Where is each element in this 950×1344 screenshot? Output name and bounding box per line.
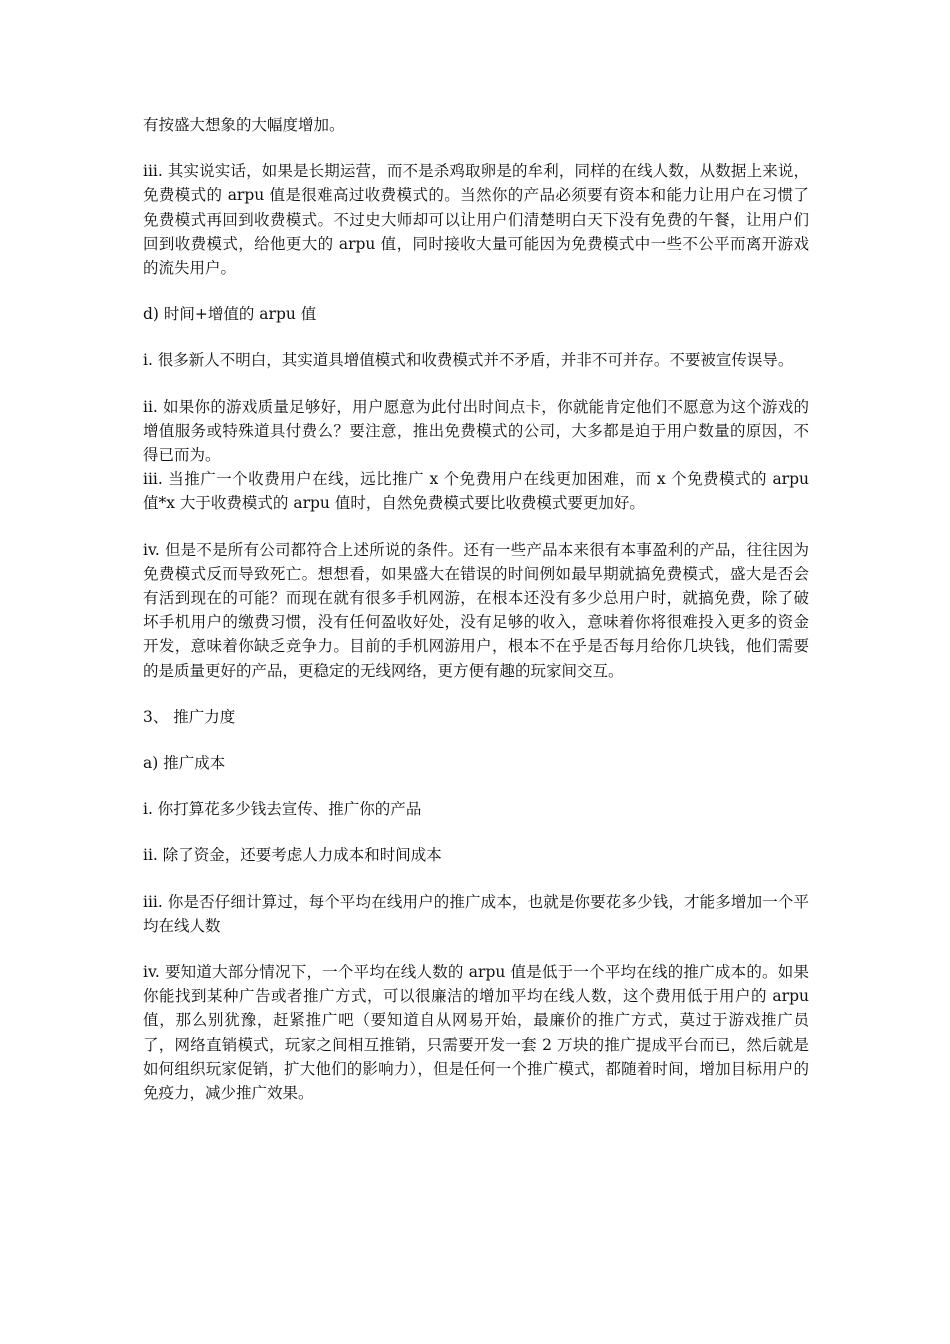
- heading-a-promotion-cost: a) 推广成本: [143, 754, 226, 773]
- paragraph-ii-game-quality: ii. 如果你的游戏质量足够好，用户愿意为此付出时间点卡，你就能肯定他们不愿意为这个游戏的增值服务或特殊道具付费么？要注意，推出免费模式的公司，大多都是迫于用户数量的原因，不得已而为。: [143, 397, 809, 465]
- paragraph-iii-promote-paid-user: iii. 当推广一个收费用户在线，远比推广 x 个免费用户在线更加困难，而 x 个免费模式的 arpu 值*x 大于收费模式的 arpu 值时，自然免费模式要比收费模式要更加好。: [143, 470, 809, 513]
- paragraph-iv-arpu-vs-cost: iv. 要知道大部分情况下，一个平均在线人数的 arpu 值是低于一个平均在线的推广成本的。如果你能找到某种广告或者推广方式，可以很廉洁的增加平均在线人数，这个费用低于用户的 arpu 值，那么别犹豫，赶紧推广吧（要知道自从网易开始，最廉价的推广方式，莫过于游戏推广员了，网络直销模式，玩家之间相互推销，只需要开发一套 2 万块的推广提成平台而已，然后就是如何组织玩家促销，扩大他们的影响力），但是任何一个推广模式，都随着时间，增加目标用户的免疫力，减少推广效果。: [143, 963, 809, 1103]
- paragraph-iii-long-term: iii. 其实说实话，如果是长期运营，而不是杀鸡取卵是的牟利，同样的在线人数，从数据上来说，免费模式的 arpu 值是很难高过收费模式的。当然你的产品必须要有资本和能力让用户在习惯了免费模式再回到收费模式。不过史大师却可以让用户们清楚明白天下没有免费的午餐，让用户们回到收费模式，给他更大的 arpu 值，同时接收大量可能因为免费模式中一些不公平而离开游戏的流失用户。: [143, 162, 809, 278]
- paragraph-i-new-people: i. 很多新人不明白，其实道具增值模式和收费模式并不矛盾，并非不可并存。不要被宣传误导。: [143, 351, 794, 370]
- paragraph-i-how-much-money: i. 你打算花多少钱去宣传、推广你的产品: [143, 800, 422, 819]
- document-body: [143, 113, 809, 1127]
- paragraph-iv-not-all-companies: iv. 但是不是所有公司都符合上述所说的条件。还有一些产品本来很有本事盈利的产品，往往因为免费模式反而导致死亡。想想看，如果盛大在错误的时间例如最早期就搞免费模式，盛大是否会有活到现在的可能？而现在就有很多手机网游，在根本还没有多少总用户时，就搞免费，除了破坏手机用户的缴费习惯，没有任何盈收好处，没有足够的收入，意味着你将很难投入更多的资金开发，意味着你缺乏竞争力。目前的手机网游用户，根本不在乎是否每月给你几块钱，他们需要的是质量更好的产品，更稳定的无线网络，更方便有趣的玩家间交互。: [143, 540, 809, 680]
- heading-d-time-plus-value: d) 时间+增值的 arpu 值: [143, 305, 317, 324]
- paragraph-ii-besides-funds: ii. 除了资金，还要考虑人力成本和时间成本: [143, 846, 442, 865]
- paragraph-continuation: 有按盛大想象的大幅度增加。: [143, 116, 345, 134]
- heading-3-promotion-strength: 3、 推广力度: [143, 707, 236, 726]
- paragraph-iii-calculated-cost: iii. 你是否仔细计算过，每个平均在线用户的推广成本，也就是你要花多少钱，才能多增加一个平均在线人数: [143, 892, 809, 935]
